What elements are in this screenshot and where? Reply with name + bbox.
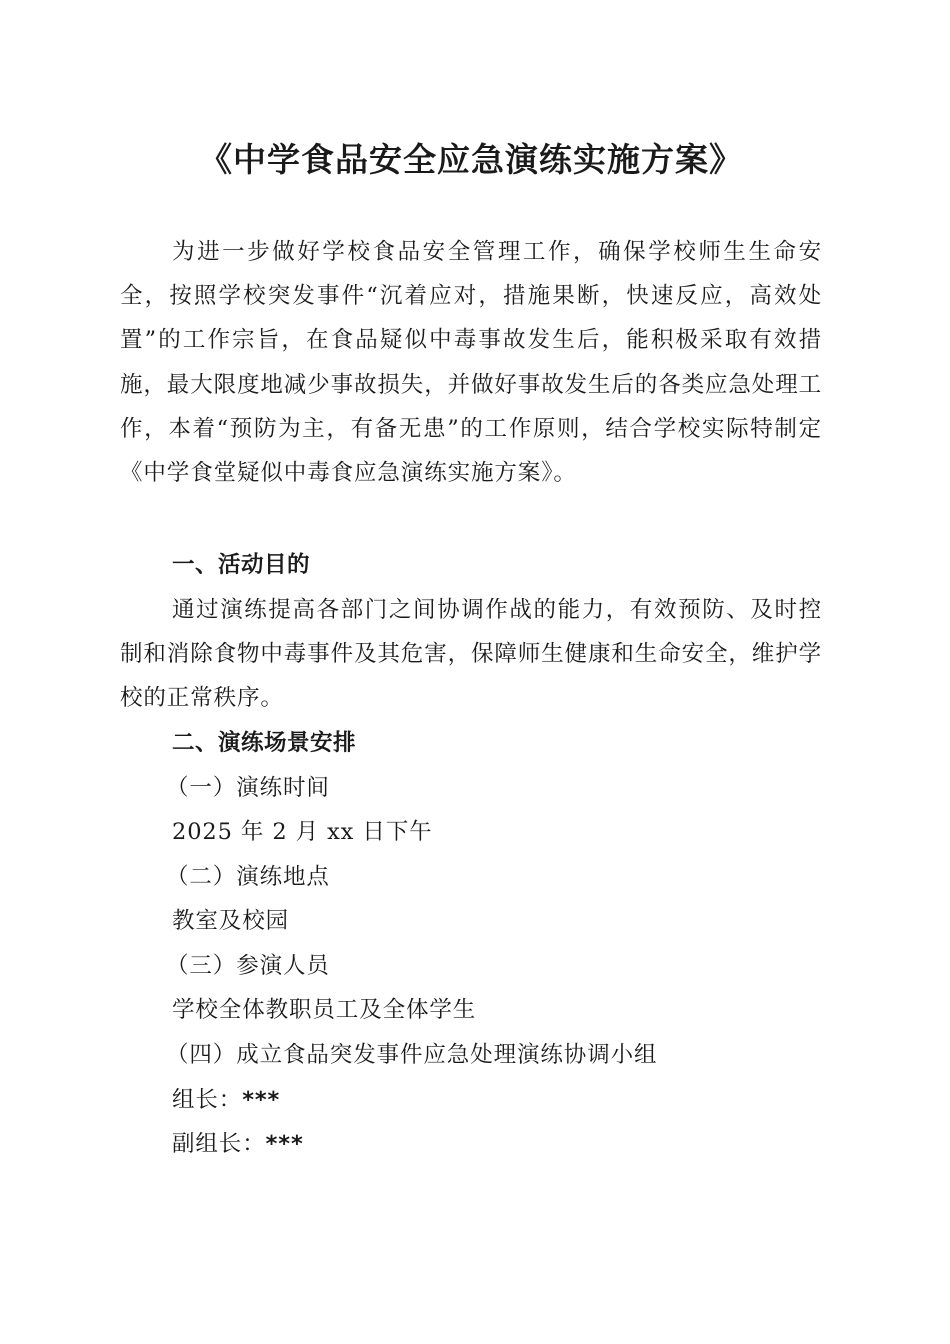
group-leader-line	[172, 1078, 280, 1122]
section-heading-scenario: 二、演练场景安排	[172, 730, 357, 756]
participants-value: 学校全体教职员工及全体学生	[172, 997, 477, 1023]
group-leader-label: 组长：	[172, 1087, 243, 1113]
drill-time-value: 2025 年 2 月 xx 日下午	[172, 819, 433, 845]
deputy-leader-value: ***	[265, 1131, 304, 1157]
subheading-coordination-group: （四）成立食品突发事件应急处理演练协调小组	[166, 1042, 658, 1068]
subheading-participants: （三）参演人员	[166, 953, 330, 979]
intro-paragraph: 为进一步做好学校食品安全管理工作，确保学校师生生命安全，按照学校突发事件“沉着应对，措施果断，快速反应，高效处置”的工作宗旨，在食品疑似中毒事故发生后，能积极采取有效措施，最大限度地减少事故损失，并做好事故发生后的各类应急处理工作，本着“预防为主，有备无患”的工作原则，结合学校实际特制定《中学食堂疑似中毒食应急演练实施方案》。	[120, 239, 823, 487]
group-leader-value: ***	[242, 1087, 281, 1113]
deputy-leader-label: 副组长：	[172, 1131, 266, 1157]
subheading-drill-time: （一）演练时间	[166, 775, 330, 801]
drill-place-value: 教室及校园	[172, 908, 290, 934]
deputy-leader-line	[172, 1122, 304, 1166]
purpose-paragraph: 通过演练提高各部门之间协调作战的能力，有效预防、及时控制和消除食物中毒事件及其危害，保障师生健康和生命安全，维护学校的正常秩序。	[120, 597, 823, 712]
subheading-drill-place: （二）演练地点	[166, 864, 330, 890]
document-title: 《中学食品安全应急演练实施方案》	[199, 140, 743, 179]
section-heading-purpose: 一、活动目的	[172, 552, 311, 578]
